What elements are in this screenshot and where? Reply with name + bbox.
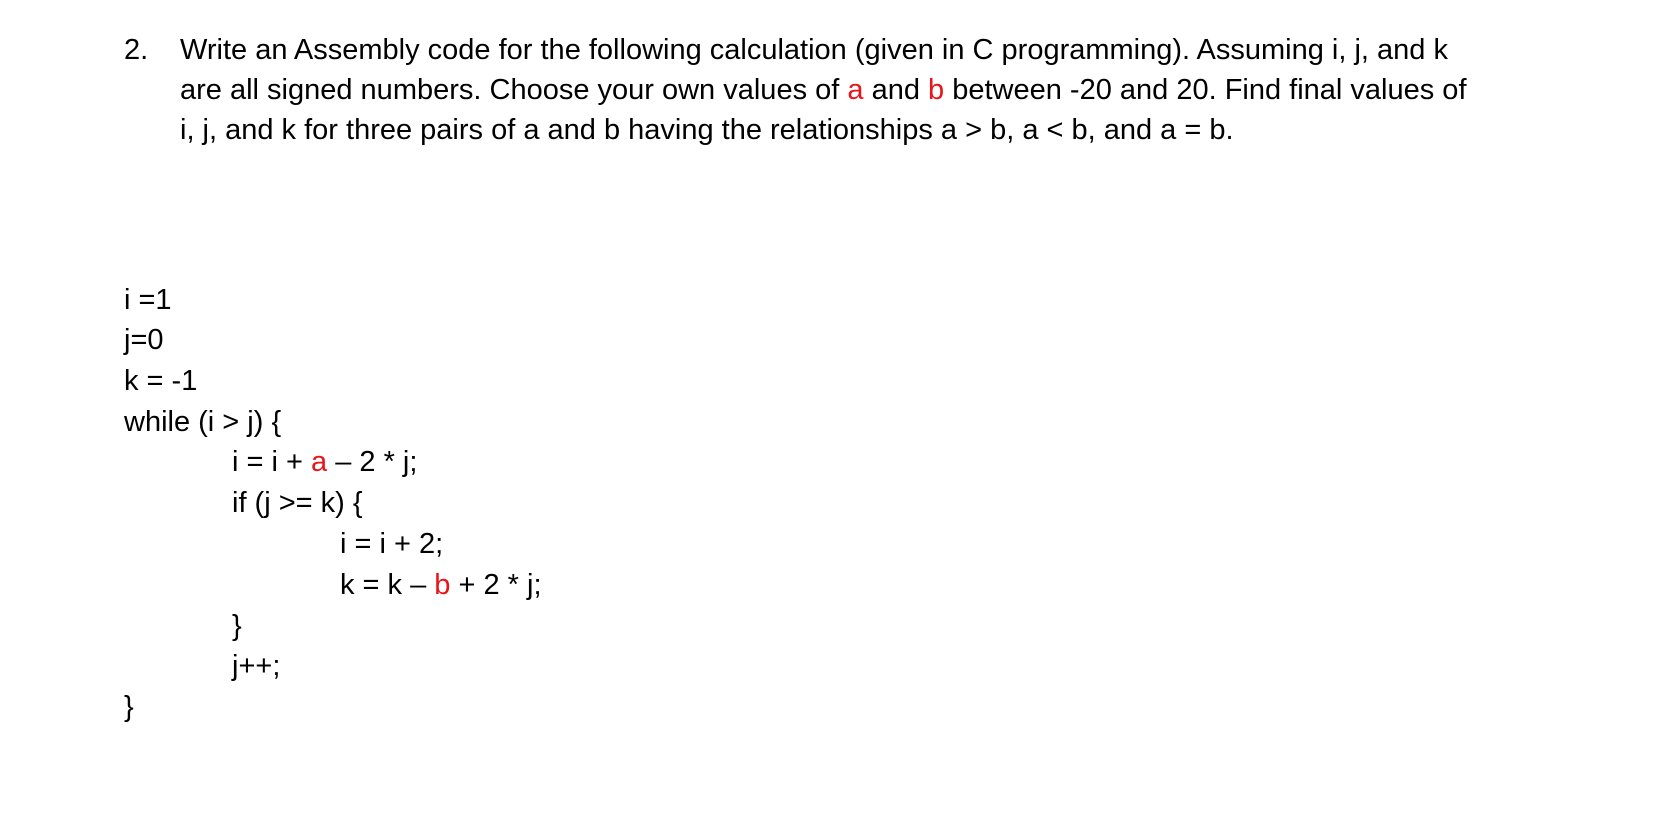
variable-b-highlight: b (928, 74, 945, 106)
code-line-while-close-brace: } (124, 691, 134, 723)
question-line-1: Write an Assembly code for the following calculation (given in C programming). Assuming i, j, and k (180, 34, 1448, 66)
question-text (180, 30, 1580, 150)
code-line-update-k-before: k = k – (340, 569, 435, 601)
code-line-if: if (j >= k) { (232, 487, 363, 519)
code-line-increment-j: j++; (232, 650, 281, 682)
code-line-init-k: k = -1 (124, 365, 198, 397)
code-line-while: while (i > j) { (124, 406, 282, 438)
code-line-update-k-after: + 2 * j; (450, 569, 542, 601)
code-line-if-close-brace: } (232, 610, 242, 642)
code-variable-a: a (311, 446, 328, 478)
question-line-2-before: are all signed numbers. Choose your own values of (180, 74, 848, 106)
variable-a-highlight: a (847, 74, 864, 106)
code-line-init-i: i =1 (124, 284, 172, 316)
code-line-update-i-after: – 2 * j; (327, 446, 418, 478)
question-number: 2. (124, 34, 149, 66)
question-line-2 (180, 70, 1580, 110)
question-line-3: i, j, and k for three pairs of a and b having the relationships a > b, a < b, and a = b. (180, 114, 1234, 146)
question-line-2-middle: and (863, 74, 929, 106)
code-line-increment-i: i = i + 2; (340, 528, 444, 560)
code-line-update-i-before: i = i + (232, 446, 311, 478)
code-variable-b: b (434, 569, 451, 601)
code-line-update-i (232, 440, 417, 484)
code-line-update-k (340, 563, 542, 607)
code-line-init-j: j=0 (124, 324, 164, 356)
question-line-2-after: between -20 and 20. Find final values of (944, 74, 1467, 106)
